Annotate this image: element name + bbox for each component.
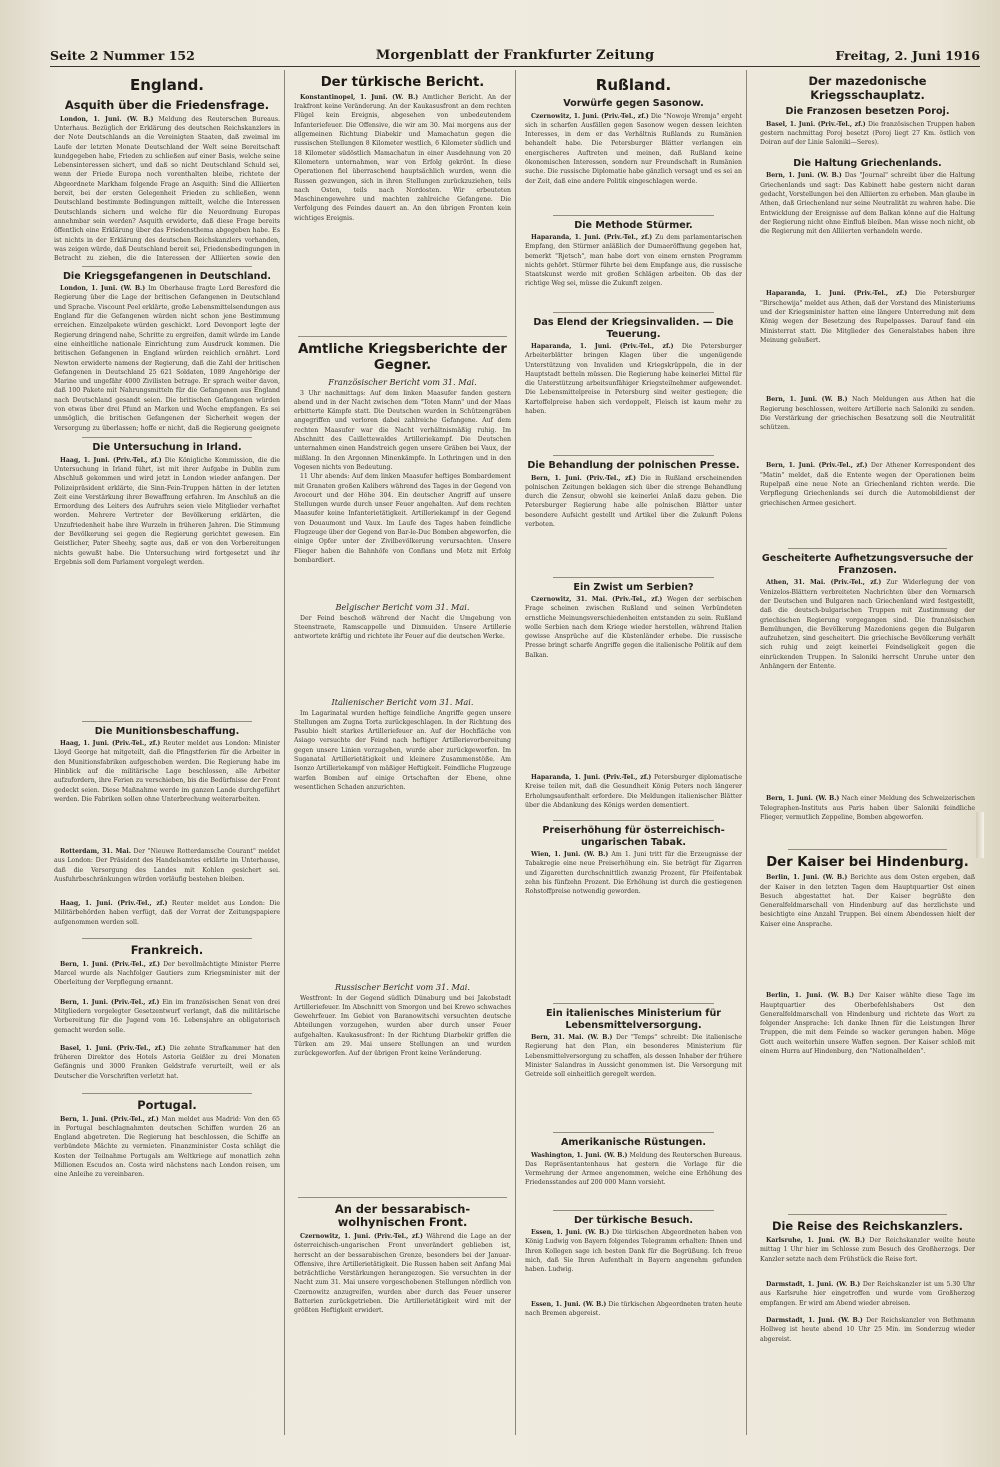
dateline: Essen, 1. Juni. (W. B.) — [531, 1301, 607, 1308]
dateline: Bern, 1. Juni. (Priv.-Tel., zf.) — [60, 1115, 159, 1123]
separator — [553, 1132, 714, 1133]
dateline: Haparanda, 1. Juni. (Priv.-Tel., zf.) — [531, 343, 674, 350]
article-serbia — [525, 595, 742, 773]
separator — [553, 215, 714, 216]
article-title: Amtliche Kriegsberichte der Gegner. — [298, 341, 507, 373]
article-sazonov — [525, 112, 742, 212]
article-title: Die Methode Stürmer. — [574, 219, 693, 231]
article-body: Zu dem parlamentarischen Empfang, den Stürmer anläßlich der Dumaeröffnung gegeben hat, bemerkt "Rjetsch", man habe dort von einem ernsten Programm nichts gehört. Stürmer führte bei dem Empfange aus, die russische Staatskunst werde mit großen Schlägen arbeiten. Ob das der richtige Weg sei, müsse die Zukunft zeigen. — [525, 234, 742, 288]
article-turkish-visit — [525, 1228, 742, 1300]
column-2 — [290, 70, 516, 1435]
separator — [553, 577, 714, 578]
article-greece-3 — [760, 395, 975, 461]
article-asquith — [54, 115, 280, 263]
article-body: Die Petersburger Arbeiterblätter bringen Klagen über die ungenügende Unterstützung von Invaliden und Kriegskrüppeln, die in der Hauptstadt betteln müssen. Die Regierung habe keinerlei Mittel für die Unterstützung arbeitsunfähiger Kriegsteilnehmer aufgewendet. Die Lebensmittelpreise in Petersburg sind weiter gestiegen; die Kartoffelpreise haben sich verdoppelt, Fleisch ist kaum mehr zu haben. — [525, 343, 742, 416]
dateline: Basel, 1. Juni. (Priv.-Tel., zf.) — [766, 120, 866, 128]
dateline: Bern, 1. Juni. (W. B.) — [766, 172, 842, 180]
article-haag — [54, 899, 280, 935]
article-body: Der "Temps" schreibt: Die italienische Regierung hat den Plan, ein besonderes Ministerium für Lebensmittelversorgung zu schaffen, als dessen Inhaber der frühere Minister Salandras in Aussicht genommen ist. Die Versorgung mit Getreide soll einheitlich geregelt werden. — [525, 1034, 742, 1079]
separator — [553, 820, 714, 821]
article-greece — [760, 171, 975, 289]
separator — [788, 548, 947, 549]
article-body: Der bevollmächtigte Minister Pierre Marcel wurde als Nachfolger Gautiers zum Kriegsminister mit der Oberleitung der Verpflegung ernannt. — [54, 960, 280, 987]
article-body: 11 Uhr abends: Auf dem linken Maasufer heftiges Bombardement mit Granaten großen Kalibers während des Tages in der Gegend von Avocourt und der Höhe 304. Ein deutscher Angriff auf unsere Stellungen wurde durch unser Feuer angehalten. Auf dem rechten Maasufer keine Infanterietätigkeit. Artilleriekampf in der Gegend von Douaumont und Vaux. Im Laufe des Tages haben feindliche Flugzeuge über der Gegend von Bar-le-Duc Bomben abgeworfen, die einige Opfer unter der Zivilbevölkerung verursachten. Unsere Flieger haben die Bahnhöfe von Conflans und Metz mit Erfolg bombardiert. — [294, 473, 511, 564]
article-france-2 — [54, 998, 280, 1044]
article-kaiser-2 — [760, 991, 975, 1211]
dateline: Darmstadt, 1. Juni. (W. B.) — [766, 1280, 861, 1288]
article-bulgaria — [760, 578, 975, 794]
article-bessarabia — [294, 1232, 511, 1362]
separator — [82, 437, 252, 438]
dateline: London, 1. Juni. (W. B.) — [60, 285, 146, 293]
issue-date: Freitag, 2. Juni 1916 — [835, 47, 980, 63]
dateline: Czernowitz, 1. Juni. (Priv.-Tel., zf.) — [300, 1232, 423, 1240]
article-body: Meldung des Reuterschen Bureaus. Unterhaus. Bezüglich der Erklärung des deutschen Reichskanzlers in der Note Deutschlands an die Vereinigten Staaten, daß zweimal im Laufe der letzten Monate Deutschland der Welt seine Bereitschaft kundgegeben habe, Frieden zu schließen auf einer Basis, welche seine Lebensinteressen sichert, und daß so nicht Deutschland Schuld sei, wenn der Friede Europa noch vorenthalten bleibe, richtete der Abgeordnete Markham folgende Frage an Asquith: Sind die Alliierten bereit, bei der ersten Gelegenheit Frieden zu schließen, wenn Deutschland bestimmte Bedingungen mitteilt, welche die Interessen Deutschlands sichern und welche für die Neuordnung Europas annehmbar sein werden? Asquith erwiderte, daß diese Frage bereits öffentlich eine Erklärung über das Friedensthema abgegeben habe. Es ist nichts in der Erklärung des deutschen Reichskanzlers vorhanden, was zeigen würde, daß Deutschland bereit sei, Friedensbedingungen in Betracht zu ziehen, die die Interessen der Alliierten sowie den — [54, 115, 280, 263]
separator — [82, 266, 252, 267]
dateline: Haag, 1. Juni. (Priv.-Tel., zf.) — [60, 456, 162, 464]
dateline: Berlin, 1. Juni. (W. B.) — [766, 992, 855, 1000]
dateline: Basel, 1. Juni. (Priv.-Tel., zf.) — [60, 1044, 166, 1052]
article-body: Der Feind beschoß während der Nacht die Umgebung von Steenstraete, Ramscappelle und Dixmuiden. Unsere Artillerie antwortete kräftig und richtete ihr Feuer auf die deutschen Werke. — [294, 614, 511, 641]
header-rule — [50, 66, 980, 67]
article-chancellor-trip — [760, 1236, 975, 1280]
dateline: Bern, 1. Juni. (Priv.-Tel., zf.) — [531, 474, 637, 482]
article-body: Die Königliche Kommission, die die Untersuchung in Irland führt, ist mit ihrer Aufgabe in Dublin zum Abschluß gekommen und wird jetzt in London wieder anfangen. Der Polizeipräsident erklärte, die Sinn-Fein-Truppen hätten in der letzten Zeit eine Verstärkung ihrer Bewaffnung erfahren. Im Anschluß an die Ermordung des Leiters des Aufruhrs seien viele Mitglieder verhaftet worden. Mehrere Vertreter der Bevölkerung erklärten, die Unzufriedenheit habe ihre Wurzeln in früheren Jahren. Die Stimmung der Bevölkerung sei gegen die Regierung gerichtet gewesen. Ein Geistlicher, Pater Sheehy, sagte aus, daß er von den Vorbereitungen nichts gewußt habe. Die Untersuchung wird fortgesetzt und ihr Ergebnis soll dem Parlament vorgelegt werden. — [54, 456, 280, 566]
paper-fold — [976, 812, 984, 858]
article-serbia-2 — [525, 773, 742, 817]
article-body: Zur Widerlegung der von Venizelos-Blättern verbreiteten Nachrichten über den Vormarsch der Deutschen und Bulgaren nach Griechenland wird festgestellt, daß die deutsch-bulgarischen Truppen mit Zustimmung der griechischen Regierung vorgegangen sind. Die französischen Bemühungen, die Bevölkerung Mazedoniens gegen die Bulgaren aufzuhetzen, sind gescheitert. Die griechische Bevölkerung verhält sich ruhig und zeigt keinerlei Feindseligkeit gegen die einrückenden Truppen. In Saloniki herrscht Unruhe unter den Anhängern der Entente. — [760, 579, 975, 671]
article-portugal — [54, 1115, 280, 1225]
report-belgian — [294, 614, 511, 694]
section-france: Frankreich. — [130, 943, 204, 958]
columns — [50, 70, 980, 1435]
article-body: Nach einer Meldung des Schweizerischen Telegraphen-Instituts aus Paris haben über Saloniki feindliche Flieger, vermutlich Zeppeline, Bomben abgeworfen. — [760, 795, 975, 821]
dateline: Karlsruhe, 1. Juni. (W. B.) — [766, 1236, 866, 1244]
dateline: Czernowitz, 1. Juni. (Priv.-Tel., zf.) — [531, 112, 649, 120]
article-rotterdam — [54, 847, 280, 899]
column-4 — [752, 70, 979, 1435]
article-title: Die Kriegsgefangenen in Deutschland. — [62, 270, 272, 282]
dateline: Konstantinopel, 1. Juni. (W. B.) — [300, 93, 419, 101]
article-title: Der türkische Bericht. — [320, 75, 485, 90]
article-body: Petersburger diplomatische Kreise teilen mit, daß die Gesundheit König Peters noch längerer Erholungsaufenthalt erfordere. Die Meldungen italienischer Blätter über die Abdankung des Königs werden dementiert. — [525, 774, 742, 809]
separator — [82, 1093, 252, 1094]
section-macedonia: Der mazedonische Kriegsschauplatz. — [808, 74, 927, 102]
dateline: Bern, 31. Mai. (W. B.) — [531, 1034, 613, 1041]
report-italian — [294, 709, 511, 979]
article-body: Die zehnte Strafkammer hat den früheren Direktor des Hotels Astoria Geißler zu drei Monaten Gefängnis und 3000 Franken Geldstrafe verurteilt, weil er als Deutscher die Vorschriften verletzt hat. — [54, 1044, 280, 1080]
section-england: England. — [129, 76, 205, 94]
article-greece-4 — [760, 461, 975, 545]
article-body: Der Reichskanzler ist um 5.30 Uhr aus Karlsruhe hier eingetroffen und wurde vom Großherzog empfangen. Er wird am Abend wieder abreisen. — [760, 1280, 975, 1307]
separator — [553, 455, 714, 456]
article-body: Berichte aus dem Osten ergeben, daß der Kaiser in den letzten Tagen dem Hauptquartier Ost einen Besuch abgestattet hat. Der Kaiser begrüßte den Generalfeldmarschall von Hindenburg auf das herzlichste und besichtigte eine Anzahl Truppen. Bei einem Abendessen hielt der Kaiser eine Ansprache. — [760, 874, 975, 928]
section-portugal: Portugal. — [137, 1097, 197, 1112]
dateline: Essen, 1. Juni. (W. B.) — [531, 1229, 610, 1236]
article-title: Ein Zwist um Serbien? — [573, 581, 694, 593]
article-body: Westfront: In der Gegend südlich Dünaburg und bei Jakobstadt Artilleriefeuer. Im Abschnitt von Smorgon und bei Krewo schwaches Gewehrfeuer. Im Gebiet von Baranowitschi versuchten deutsche Abteilungen vorzugehen, wurden aber durch unser Feuer aufgehalten. Kaukasusfront: In der Richtung Diarbekir griffen die Türken am 29. Mai unsere Stellungen an und wurden zurückgeworfen. Auf der übrigen Front keine Veränderung. — [294, 994, 511, 1058]
article-title: Die Haltung Griechenlands. — [793, 157, 942, 169]
article-basel — [54, 1044, 280, 1090]
separator — [788, 1214, 947, 1215]
article-turkish-report — [294, 93, 511, 333]
article-greece-2 — [760, 289, 975, 395]
dateline: Bern, 1. Juni. (Priv.-Tel., zf.) — [60, 960, 161, 968]
article-body: Der Reichskanzler weilte heute mittag 1 Uhr hier im Schlosse zum Besuch des Großherzogs. Der Kanzler setzte nach dem Frühstück die Reise fort. — [760, 1236, 975, 1263]
article-ireland — [54, 456, 280, 718]
article-france-1 — [54, 960, 280, 998]
article-title: Gescheiterte Aufhetzungsversuche der Franzosen. — [761, 553, 974, 576]
section-russia: Rußland. — [595, 76, 672, 94]
column-1 — [50, 70, 285, 1435]
article-title: Das Elend der Kriegsinvaliden. — Die Teuerung. — [533, 317, 734, 340]
report-russian — [294, 994, 511, 1194]
article-title: Die Behandlung der polnischen Presse. — [527, 460, 740, 471]
dateline: Haparanda, 1. Juni. (Priv.-Tel., zf.) — [766, 290, 908, 298]
article-body: Der Kaiser wählte diese Tage im Hauptquartier des Oberbefehlshabers Ost den Generalfeldmarschall von Hindenburg und richtete das Wort zu folgender Ansprache: Ich danke Ihnen für die Leistungen Ihrer Truppen, die mit dem Feinde so wacker gerungen haben. Möge Gott auch weiterhin unsere Waffen segnen. Der Kaiser schloß mit einem Hurra auf Hindenburg, den "Nationalhelden". — [760, 992, 975, 1055]
dateline: Washington, 1. Juni. (W. B.) — [531, 1151, 628, 1159]
separator — [82, 721, 252, 722]
article-zeppelin — [760, 794, 975, 846]
article-turkish-visit-2 — [525, 1300, 742, 1322]
article-body: Meldung des Reuterschen Bureaus. Das Repräsentantenhaus hat gestern die Vorlage für die Vermehrung der Armee angenommen, welche eine Erhöhung des Friedensstandes auf 200 000 Mann vorsieht. — [525, 1151, 742, 1187]
dateline: Czernowitz, 31. Mai. (Priv.-Tel., zf.) — [531, 596, 663, 603]
article-title: Der türkische Besuch. — [574, 1214, 693, 1226]
separator — [553, 312, 714, 313]
dateline: Wien, 1. Juni. (W. B.) — [531, 851, 609, 858]
column-3 — [521, 70, 747, 1435]
article-body: Während die Lage an der österreichisch-ungarischen Front unverändert geblieben ist, herrscht an der bessarabischen Grenze, besonders bei der Januar-Offensive, ihre Artillerietätigkeit. Die Russen haben seit Anfang Mai beträchtliche Verstärkungen herangezogen. Sie versuchten in der Nacht zum 31. Mai unsere vorgeschobenen Stellungen nördlich von Czernowitz anzugreifen, wurden aber durch das Feuer unserer Batterien zurückgetrieben. Die Artillerietätigkeit wird mit der größten Heftigkeit erwidert. — [294, 1232, 511, 1315]
separator — [553, 1003, 714, 1004]
article-body: Nach Meldungen aus Athen hat die Regierung beschlossen, weitere Artillerie nach Saloniki zu senden. Die Verstärkung der griechischen Besatzung soll die Neutralität schützen. — [760, 396, 975, 432]
subheading: Italienischer Bericht vom 31. Mai. — [331, 696, 474, 707]
article-title: Die Reise des Reichskanzlers. — [772, 1219, 963, 1234]
article-invalids — [525, 342, 742, 452]
article-kaiser — [760, 873, 975, 991]
dateline: Haag, 1. Juni. (Priv.-Tel., zf.) — [60, 900, 168, 908]
article-american — [525, 1151, 742, 1207]
dateline: Bern, 1. Juni. (W. B.) — [766, 795, 840, 803]
article-body: Amtlicher Bericht. An der Irakfront keine Veränderung. An der Kaukasusfront an dem rechten Flügel kein Ereignis, abgesehen von unbedeutendem Infanteriefeuer. Die Offensive, die wir am 30. Mai morgens aus der allgemeinen Richtung Diabekir und Mamachatun gegen die russischen Stellungen 8 Kilometer westlich, 6 Kilometer südlich und 18 Kilometer südöstlich Mamachatun in einer Ausdehnung von 20 Kilometern unternahmen, war von Erfolg gekrönt. In diese Operationen fiel überraschend hauptsächlich wurden, wenn die Russen gezwungen, sich in ihren Stellungen zurückzuziehen, teils nach Osten, teils nach Nordosten. Wir erbeuteten Maschinengewehre und machten zahlreiche Gefangene. Die Verfolgung des Feindes dauert an. An den übrigen Fronten kein wichtiges Ereignis. — [294, 93, 511, 222]
dateline: Athen, 31. Mai. (Priv.-Tel., zf.) — [766, 579, 882, 587]
article-polish-press — [525, 474, 742, 574]
subheading: Belgischer Bericht vom 31. Mai. — [335, 601, 470, 612]
article-body: Der Reichskanzler von Bethmann Hollweg ist heute abend 10 Uhr 25 Min. im Sonderzug wieder abgereist. — [760, 1316, 975, 1343]
dateline: London, 1. Juni. (W. B.) — [60, 115, 154, 123]
article-body: Die türkischen Abgeordneten haben von König Ludwig von Bayern folgendes Telegramm erhalten: Ihnen und Ihren Kollegen sage ich besten Dank für die Begrüßung. Ich freue mich, daß Sie Ihren Aufenthalt in Bayern angenehm gefunden haben. Ludwig. — [525, 1229, 742, 1274]
article-chancellor-trip-3 — [760, 1316, 975, 1346]
dateline: Haparanda, 1. Juni. (Priv.-Tel., zf.) — [531, 774, 652, 781]
article-prisoners — [54, 284, 280, 434]
article-body: Im Oberhause fragte Lord Beresford die Regierung über die Lage der britischen Gefangenen in Deutschland und Sprache. Viscount Peel erklärte, große Lebensmittelsendungen aus England für die Gefangenen würden nicht schon jene Bestimmung erreichen. Einzelpakete würden geschickt. Lord Devonport legte der Regierung dringend nahe, Schritte zu ergreifen, damit würde im Lande eine einheitliche nationale Einrichtung zum Ausdruck kommen. Die britischen Gefangenen in England würden reichlich ernährt. Lord Newton erwiderte namens der Regierung, daß die Zahl der britischen Gefangenen in Deutschland 25 621 Soldaten, 1089 Angehörige der Marine und ungefähr 4000 Zivilisten betrage. Er sprach weiter davon, daß 100 Pakete mit Nahrungsmitteln für die Gefangenen aus England nach Deutschland gesandt seien. Die britischen Gefangenen würden von etwas über drei Pfund an Marken und Woche empfangen. Es sei unmöglich, die britischen Gefangenen der Sicherheit wegen der Versorgung zu überlassen; hoffe er nicht, daß die Regierung geeignete — [54, 285, 280, 432]
article-title: Die Franzosen besetzen Poroj. — [785, 106, 950, 118]
masthead — [50, 44, 980, 66]
dateline: Bern, 1. Juni. (W. B.) — [766, 396, 848, 404]
dateline: Bern, 1. Juni. (Priv.-Tel., zf.) — [60, 998, 160, 1006]
article-body: Die türkischen Abgeordneten traten heute nach Bremen abgereist. — [525, 1301, 742, 1318]
subheading: Französischer Bericht vom 31. Mai. — [328, 376, 477, 387]
article-stuermer — [525, 233, 742, 309]
article-title: Der Kaiser bei Hindenburg. — [766, 855, 969, 871]
article-body: Reuter meldet aus London: Die Militärbehörden haben verfügt, daß der Vorrat der Zeitungspapiere aufgenommen werden soll. — [54, 900, 280, 926]
subheading: Russischer Bericht vom 31. Mai. — [334, 981, 471, 992]
article-body: Reuter meldet aus London: Minister Lloyd George hat mitgeteilt, daß die Pfingstferien für die Arbeiter in den Munitionsfabriken aufgeschoben werden. Die Regierung habe im Hinblick auf die militärische Lage beschlossen, alle Arbeiter aufzufordern, ihre Ferien zu verschieben, bis die Bedürfnisse der Front gedeckt seien. Diese Maßnahme werde im ganzen Lande durchgeführt werden. Die Fabriken sollen ohne Unterbrechung weiterarbeiten. — [54, 740, 280, 803]
article-italian-ministry — [525, 1033, 742, 1129]
article-title: Asquith über die Friedensfrage. — [64, 98, 270, 112]
article-body: Am 1. Juni tritt für die Erzeugnisse der Tabakregie eine neue Preiserhöhung ein. Sie beträgt für Zigarren und Zigaretten durchschnittlich zwanzig Prozent, für Pfeifentabak zehn bis fünfzehn Prozent. Die Erhöhung ist durch die gestiegenen Rohstoffpreise notwendig geworden. — [525, 851, 742, 896]
report-french — [294, 389, 511, 599]
article-body: Die "Nowoje Wremja" ergeht sich in scharfen Ausfällen gegen Sasonow wegen dessen leichten Interesses, in dem er das Verhältnis Rußlands zu Rumänien behandelt habe. Die Petersburger Blätter verlangen ein energischeres Auftreten und meinen, daß Rußland keine ökonomischen Interessen, sondern nur Freundschaft in Rumänien suche. Die russische Diplomatie habe gänzlich versagt und es sei an der Zeit, daß eine andere Politik eingeschlagen werde. — [525, 112, 742, 185]
dateline: Darmstadt, 1. Juni. (W. B.) — [766, 1316, 863, 1324]
article-body: Wegen der serbischen Frage scheinen zwischen Rußland und seinen Verbündeten ernstliche Meinungsverschiedenheiten entstanden zu sein. Rußland wolle Serbien nach dem Kriege wieder herstellen, während Italien gewisse Ansprüche auf die Küstenländer erhebe. Die russische Presse bringt scharfe Angriffe gegen die italienische Politik auf dem Balkan. — [525, 596, 742, 659]
page-number: Seite 2 Nummer 152 — [50, 47, 195, 63]
separator — [298, 336, 507, 337]
article-body: Man meldet aus Madrid: Von den 65 in Portugal beschlagnahmten deutschen Schiffen wurden 26 an England abgetreten. Die Regierung hat beschlossen, die Schiffe an verbündete Mächte zu vermieten. Finanzminister Costa schlägt die Kosten der Teilnahme Portugals am Weltkriege auf monatlich zehn Millionen Escudos an. Costa wird nächstens nach London reisen, um eine Anleihe zu vereinbaren. — [54, 1115, 280, 1179]
dateline: Bern, 1. Juni. (Priv.-Tel., zf.) — [766, 462, 868, 470]
article-body: Die in Rußland erscheinenden polnischen Zeitungen beklagen sich über die strenge Behandlung durch die Zensur, obwohl sie keinerlei Anlaß dazu geben. Die Petersburger Regierung habe alle polnischen Blätter unter besondere Aufsicht gestellt und Artikel über die Zukunft Polens verboten. — [525, 474, 742, 528]
article-body: 3 Uhr nachmittags: Auf dem linken Maasufer fanden gestern abend und in der Nacht zwischen dem "Toten Mann" und der Maas erbitterte Kämpfe statt. Die Deutschen wurden in Schützengräben angegriffen und verloren dabei zahlreiche Gefangene. Auf dem rechten Maasufer war die Nacht verhältnismäßig ruhig. Im Abschnitt des Caillettewaldes Artilleriekampf. Die Deutschen unternahmen einen Handstreich gegen unsere Gräben bei Vaux, der mißlang. In den Argonnen Minenkämpfe. In Lothringen und in den Vogesen nichts von Bedeutung. — [294, 389, 511, 471]
article-body: Im Lagarinatal wurden heftige feindliche Angriffe gegen unsere Stellungen am Zugna Torta zurückgeschlagen. In der Richtung des Pasubio hielt starkes Artilleriefeuer an. Auf der Hochfläche von Asiago versuchte der Feind nach heftiger Artillerievorbereitung gegen unsere Linien vorzugehen, wurde aber zurückgeworfen. Im Suganatal Artillerietätigkeit und kleinere Zusammenstöße. Am Isonzo Artilleriekampf von mäßiger Heftigkeit. Feindliche Flugzeuge warfen Bomben auf einige Ortschaften der Ebene, ohne wesentlichen Schaden anzurichten. — [294, 709, 511, 791]
dateline: Haag, 1. Juni. (Priv.-Tel., zf.) — [60, 740, 161, 748]
article-title: An der bessarabisch-wolhynischen Front. — [334, 1201, 471, 1230]
separator — [553, 1210, 714, 1211]
article-body: Die Petersburger "Birschewija" meldet aus Athen, daß der Vorstand des Ministeriums und der Kriegsminister hatten eine längere Unterredung mit dem König wegen der Besetzung des Rupelpasses. Darauf fand ein Ministerrat statt. Die Mitglieder des Generalstabes haben ihre Meinung geäußert. — [760, 290, 975, 344]
article-poroj — [760, 120, 975, 154]
separator — [298, 1197, 507, 1198]
article-title: Vorwürfe gegen Sasonow. — [563, 98, 704, 109]
dateline: Haparanda, 1. Juni. (Priv.-Tel., zf.) — [531, 234, 653, 241]
article-body: Der Athener Korrespondent des "Matin" meldet, daß die Entente wegen der Operationen beim Rupelpaß eine neue Note an Griechenland richten werde. Die Verpflegung Griechenlands sei durch die Automobildienst der griechischen Armee gesichert. — [760, 462, 975, 507]
article-munitions — [54, 739, 280, 847]
article-title: Amerikanische Rüstungen. — [560, 1137, 707, 1148]
separator — [788, 849, 947, 850]
article-title: Preiserhöhung für österreichisch-ungarischen Tabak. — [542, 825, 725, 848]
newspaper-title: Morgenblatt der Frankfurter Zeitung — [375, 47, 655, 63]
article-body: Ein im französischen Senat von drei Mitgliedern vorgelegter Gesetzentwurf verlangt, daß die militärische Vorbereitung für die Jugend vom 16. Lebensjahre an obligatorisch gemacht werden solle. — [54, 998, 280, 1034]
dateline: Rotterdam, 31. Mai. — [60, 848, 131, 856]
article-body: Der "Nieuwe Rotterdamsche Courant" meldet aus London: Der Präsident des Handelsamtes erklärte im Unterhause, daß die Versorgung des Landes mit Kohlen gesichert sei. Ausfuhrbeschränkungen würden vorläufig bestehen bleiben. — [54, 848, 280, 884]
article-title: Die Munitionsbeschaffung. — [94, 725, 240, 737]
separator — [82, 938, 252, 939]
dateline: Berlin, 1. Juni. (W. B.) — [766, 874, 848, 882]
article-body: Das "Journal" schreibt über die Haltung Griechenlands und sagt: Das Kabinett habe gestern nicht daran gedacht, Vorstellungen bei den Alliierten zu erheben. Man glaube in Athen, daß Griechenland nur seine Neutralität zu wahren habe. Die Entwicklung der Ereignisse auf dem Balkan könne auf die Haltung der Regierung nicht ohne Einfluß bleiben. Man wisse noch nicht, ob die Regierung mit den Alliierten verhandeln werde. — [760, 172, 975, 236]
article-body: Die französischen Truppen haben gestern nachmittag Poroj besetzt (Poroj liegt 27 Km. östlich von Doiran auf der Linie Saloniki—Seres). — [760, 120, 975, 147]
article-chancellor-trip-2 — [760, 1280, 975, 1316]
article-tobacco — [525, 850, 742, 1000]
article-title: Ein italienisches Ministerium für Lebensmittelversorgung. — [545, 1008, 722, 1031]
article-title: Die Untersuchung in Irland. — [92, 442, 242, 454]
